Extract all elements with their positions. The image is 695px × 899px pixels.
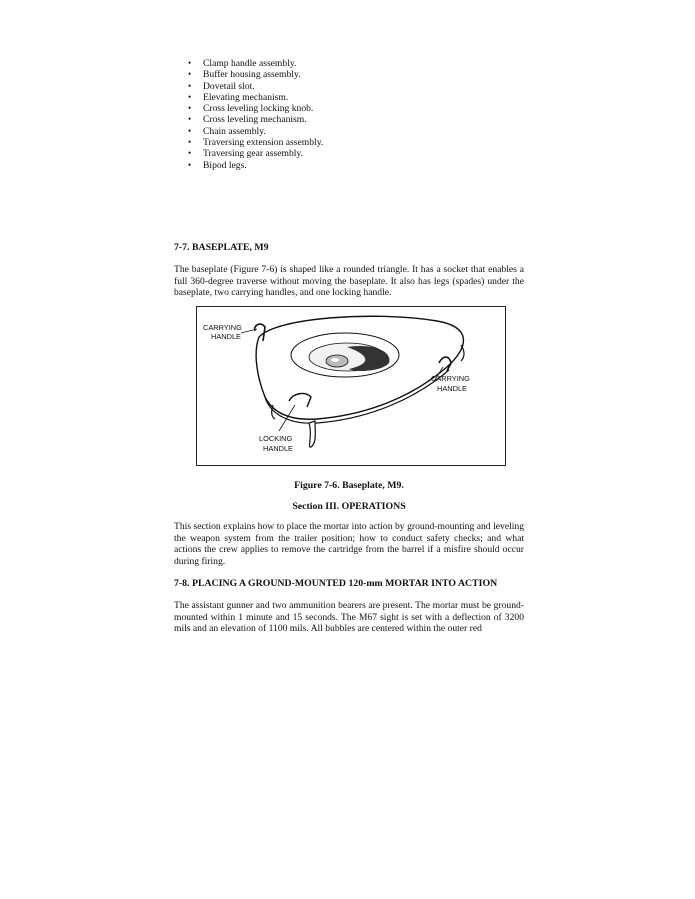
paragraph-placing: The assistant gunner and two ammunition bearers are present. The mortar must be ground-mounted within 1 minute and 15 seconds. The M67 sight is set with a deflection of 3200 mils and an elevation of 1100 mils. All bubbles are centered within the outer red [174, 600, 524, 635]
label-locking-2: HANDLE [263, 444, 293, 453]
list-item: • Cross leveling mechanism. [188, 114, 307, 126]
document-page [174, 58, 524, 635]
socket-highlight [331, 358, 339, 362]
list-item: • Dovetail slot. [188, 80, 255, 92]
bullet-icon: • [188, 148, 192, 159]
paragraph-operations: This section explains how to place the mortar into action by ground-mounting and leveling the weapon system from the trailer position; how to conduct safety checks; and what actions the crew applies to remove the cartridge from the barrel if a misfire should occur during firing. [174, 521, 524, 567]
list-item: • Bipod legs. [188, 159, 247, 171]
bullet-icon: • [188, 125, 192, 136]
label-carrying-left-2: HANDLE [211, 332, 241, 341]
section-heading-placing: 7-8. PLACING A GROUND-MOUNTED 120-mm MORTAR INTO ACTION [174, 578, 498, 589]
figure-caption: Figure 7-6. Baseplate, M9. [294, 480, 404, 491]
list-item: • Traversing extension assembly. [188, 137, 324, 149]
list-item: • Traversing gear assembly. [188, 148, 304, 160]
label-carrying-right-1: CARRYING [431, 374, 470, 383]
list-item: • Buffer housing assembly. [188, 69, 301, 81]
bullet-icon: • [188, 103, 192, 114]
list-item: • Chain assembly. [188, 125, 266, 137]
figure-baseplate [196, 306, 506, 466]
section-title: Section III. OPERATIONS [292, 501, 406, 512]
label-carrying-right-2: HANDLE [437, 384, 467, 393]
label-carrying-left-1: CARRYING [203, 323, 242, 332]
spade-leg-front [309, 421, 315, 447]
label-locking-1: LOCKING [259, 434, 293, 443]
bullet-icon: • [188, 159, 192, 170]
bullet-icon: • [188, 69, 192, 80]
bullet-icon: • [188, 114, 192, 125]
list-item: • Cross leveling locking knob. [188, 103, 314, 115]
component-list [174, 58, 524, 171]
paragraph-baseplate: The baseplate (Figure 7-6) is shaped like a rounded triangle. It has a socket that enables a full 360-degree traverse without moving the baseplate. It also has legs (spades) under the baseplate, two carrying handles, and one locking handle. [174, 264, 524, 299]
bullet-icon: • [188, 80, 192, 91]
bullet-icon: • [188, 58, 192, 68]
section-heading-baseplate: 7-7. BASEPLATE, M9 [174, 242, 269, 253]
bullet-icon: • [188, 91, 192, 102]
list-item: • Elevating mechanism. [188, 91, 289, 103]
bullet-icon: • [188, 137, 192, 148]
baseplate-illustration [197, 307, 505, 465]
list-item: • Clamp handle assembly. [188, 58, 297, 69]
